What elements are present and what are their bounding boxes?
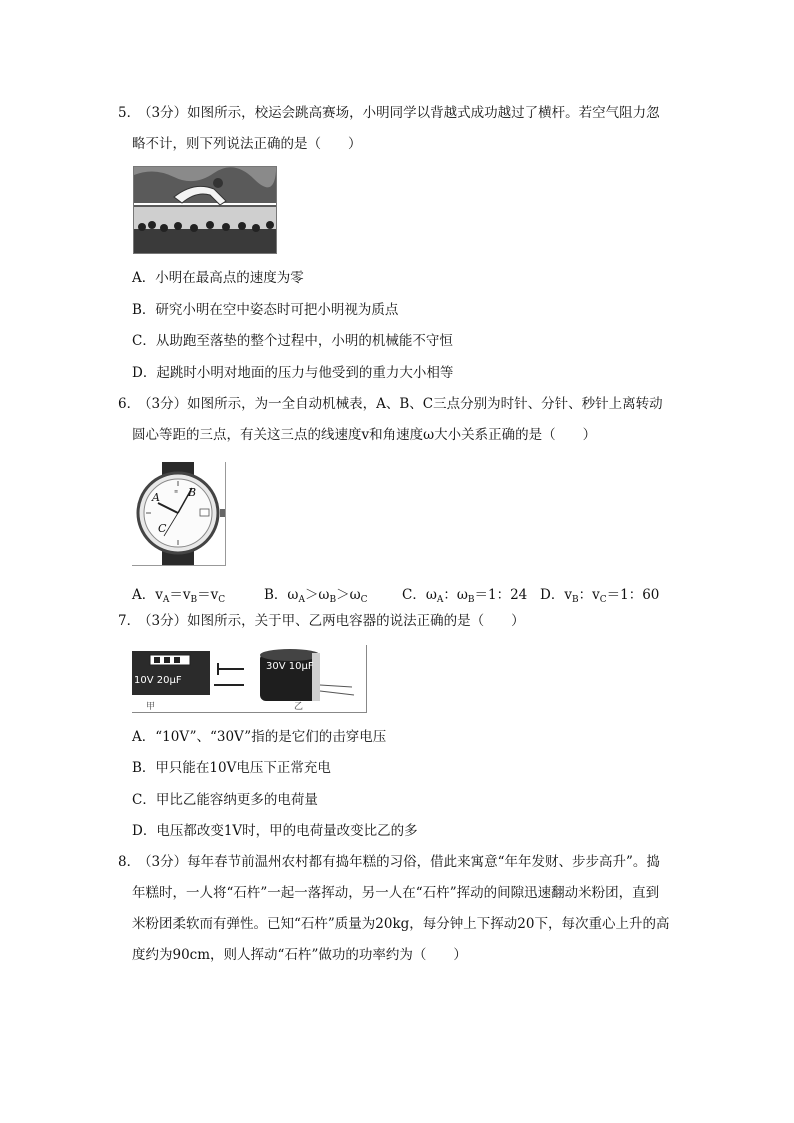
q5-number: 5． [118, 105, 141, 121]
q5-option-b: B．研究小明在空中姿态时可把小明视为质点 [132, 302, 399, 318]
q5-option-d: D．起跳时小明对地面的压力与他受到的重力大小相等 [132, 365, 454, 381]
q6-option-c: C．$\omega_A$：$\omega_B=1$：24 [402, 587, 528, 605]
q6-stem-line-1: （3分）如图所示，为一全自动机械表，A、B、C三点分别为时针、分针、秒针上离转动 [138, 396, 663, 412]
q5-option-a: A．小明在最高点的速度为零 [132, 270, 304, 286]
caption-jia: 甲 [146, 702, 156, 712]
watch-photo [132, 462, 226, 566]
q5-stem-line-2: 略不计，则下列说法正确的是（ ） [132, 136, 362, 152]
q6-option-b: B．$\omega_A>\omega_B>\omega_C$ [264, 587, 368, 605]
q7-option-d: D．电压都改变1V时，甲的电荷量改变比乙的多 [132, 823, 418, 839]
q6-number: 6． [118, 396, 141, 412]
q8-number: 8． [118, 854, 141, 870]
q8-stem-line-3: 米粉团柔软而有弹性。已知“石杵”质量为20kg，每分钟上下挥动20下，每次重心上升的高 [132, 916, 670, 932]
cap1-label: 10V 20μF [134, 675, 182, 686]
high-jump-photo [133, 166, 277, 254]
q8-stem-line-2: 年糕时，一人将“石杵”一起一落挥动，另一人在“石杵”挥动的间隙迅速翻动米粉团，直到 [132, 885, 660, 901]
caption-yi: 乙 [294, 702, 304, 712]
watch-label-c: C [158, 522, 167, 535]
q7-option-a: A．“10V”、“30V”指的是它们的击穿电压 [132, 729, 387, 745]
q7-option-c: C．甲比乙能容纳更多的电荷量 [132, 792, 318, 808]
svg-text:≡: ≡ [174, 489, 179, 495]
q8-stem-line-1: （3分）每年春节前温州农村都有捣年糕的习俗，借此来寓意“年年发财、步步高升”。捣 [138, 854, 660, 870]
capacitors-photo [132, 645, 367, 713]
q5-option-c: C．从助跑至落垫的整个过程中，小明的机械能不守恒 [132, 333, 453, 349]
q8-stem-line-4: 度约为90cm，则人挥动“石杵”做功的功率约为（ ） [132, 947, 467, 963]
q5-stem-line-1: （3分）如图所示，校运会跳高赛场，小明同学以背越式成功越过了横杆。若空气阻力忽 [138, 105, 660, 121]
q6-stem-line-2: 圆心等距的三点，有关这三点的线速度v和角速度ω大小关系正确的是（ ） [132, 427, 597, 443]
watch-label-b: B [188, 486, 197, 499]
watch-label-a: A [152, 491, 160, 504]
q7-option-b: B．甲只能在10V电压下正常充电 [132, 760, 331, 776]
q6-option-a: A．$v_A=v_B=v_C$ [132, 587, 226, 605]
q6-option-d: D．$v_B$：$v_C=1$：60 [540, 587, 660, 605]
q7-number: 7． [118, 613, 141, 629]
q7-stem-line-1: （3分）如图所示，关于甲、乙两电容器的说法正确的是（ ） [138, 613, 525, 629]
cap2-label: 30V 10μF [266, 661, 314, 672]
